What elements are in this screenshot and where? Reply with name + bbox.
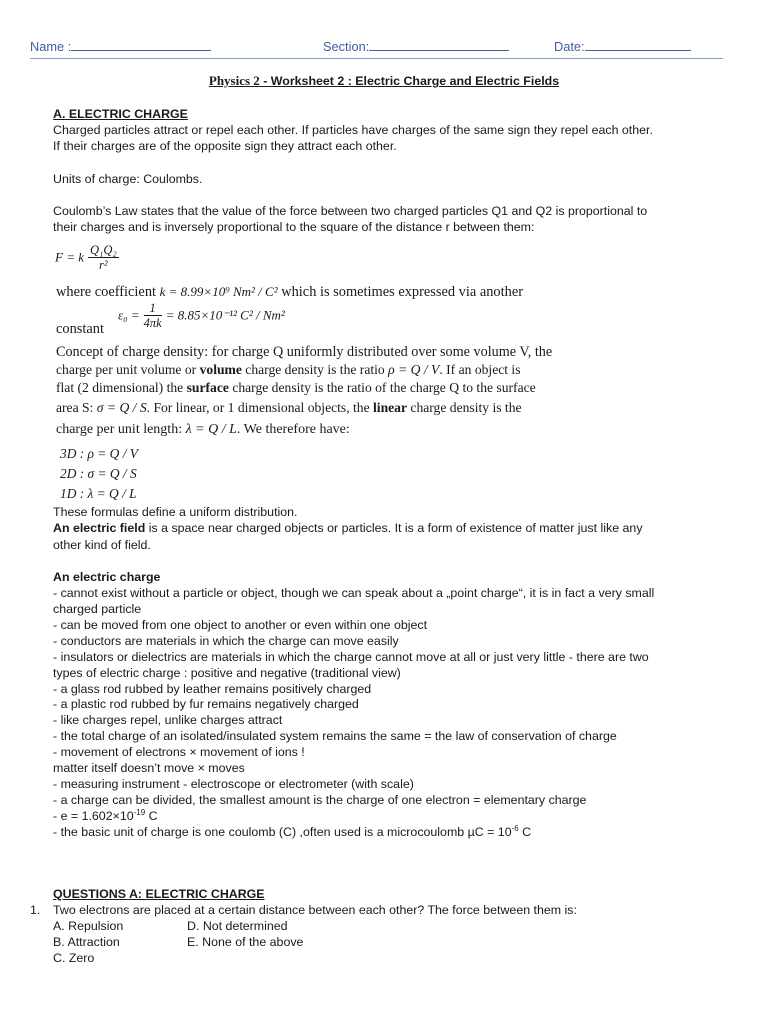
density-2e: . If an object is	[439, 362, 521, 377]
formula-3d: 3D : ρ = Q / V	[60, 446, 138, 461]
density-lambda: λ = Q / L	[185, 422, 237, 437]
header-bar	[30, 36, 723, 59]
charge-heading: An electric charge	[53, 570, 161, 584]
field-line-2: other kind of field.	[53, 538, 151, 552]
density-2b: volume	[199, 362, 242, 377]
epsilon-formula	[56, 301, 285, 338]
density-4c: . For linear, or 1 dimensional objects, the	[146, 400, 370, 415]
field-bold: An electric field	[53, 521, 146, 535]
uniform-line: These formulas define a uniform distribution.	[53, 505, 298, 519]
date-blank[interactable]	[585, 38, 691, 51]
list-item: matter itself doesn’t move × moves	[53, 761, 245, 775]
option-a[interactable]: A. Repulsion	[53, 919, 124, 933]
list-item: - a charge can be divided, the smallest amount is the charge of one electron = elementary charge	[53, 793, 587, 807]
q1-number: 1.	[30, 903, 41, 917]
density-sigma: σ = Q / S	[96, 400, 147, 415]
coulomb-denominator: r²	[99, 258, 108, 272]
q1-text: Two electrons are placed at a certain distance between each other? The force between them is:	[53, 903, 577, 917]
list-item: types of electric charge : positive and negative (traditional view)	[53, 666, 401, 680]
density-4e: charge density is the	[410, 400, 522, 415]
eps-numerator: 1	[144, 301, 162, 316]
coulomb-formula	[55, 243, 119, 272]
coulomb-numerator: Q₁Q₂	[89, 243, 117, 257]
elementary-charge-line	[53, 808, 158, 823]
density-3a: flat (2 dimensional) the	[56, 380, 184, 395]
date-label: Date:	[554, 39, 585, 54]
coefficient-line	[56, 284, 523, 301]
coulomb-fraction	[88, 243, 119, 272]
coulomb-line-1: Coulomb’s Law states that the value of the force between two charged particles Q1 and Q2 is proportional to	[53, 204, 648, 218]
coeff-post: which is sometimes expressed via another	[281, 284, 523, 300]
density-3b: surface	[186, 380, 229, 395]
list-item: - a plastic rod rubbed by fur remains negatively charged	[53, 697, 359, 711]
section-field[interactable]	[323, 38, 509, 54]
list-item: - measuring instrument - electroscope or electrometer (with scale)	[53, 777, 414, 791]
density-line-1: Concept of charge density: for charge Q uniformly distributed over some volume V, the	[56, 344, 553, 360]
option-c[interactable]: C. Zero	[53, 951, 95, 965]
eps-denominator: 4πk	[143, 316, 162, 330]
coulomb-unit-line	[53, 824, 531, 839]
list-item: - movement of electrons × movement of ions !	[53, 745, 305, 759]
eps-fraction	[144, 301, 162, 330]
density-2c: charge density is the ratio	[245, 362, 385, 377]
constant-label: constant	[56, 321, 104, 338]
list-item: - can be moved from one object to another or even within one object	[53, 618, 428, 632]
section-blank[interactable]	[369, 38, 509, 51]
coulomb-line-2: their charges and is inversely proportional to the square of the distance r between them:	[53, 220, 535, 234]
e-value-post: C	[145, 809, 158, 824]
density-5a: charge per unit length:	[56, 422, 183, 437]
density-3c: charge density is the ratio of the charge Q to the surface	[232, 380, 536, 395]
density-5c: . We therefore have:	[236, 422, 350, 437]
list-item: - like charges repel, unlike charges attract	[53, 713, 283, 727]
e-value-exp: -19	[133, 808, 146, 817]
density-line-2	[56, 362, 521, 378]
density-line-3	[56, 380, 536, 396]
density-4d: linear	[373, 400, 407, 415]
questions-heading: QUESTIONS A: ELECTRIC CHARGE	[53, 887, 265, 901]
formula-2d: 2D : σ = Q / S	[60, 466, 137, 481]
coulomb-unit-exp: -6	[511, 824, 519, 833]
coulomb-lhs: F = k	[55, 249, 84, 265]
title-course: Physics 2	[208, 73, 260, 88]
density-4a: area S:	[56, 400, 94, 415]
list-item: - insulators or dielectrics are materials in which the charge cannot move at all or just very little - there are two	[53, 650, 649, 664]
option-b[interactable]: B. Attraction	[53, 935, 120, 949]
list-item: - a glass rod rubbed by leather remains positively charged	[53, 682, 372, 696]
coeff-value: k = 8.99×10⁹ Nm² / C²	[159, 284, 278, 299]
density-line-4	[56, 400, 522, 416]
coeff-pre: where coefficient	[56, 284, 157, 300]
option-d[interactable]: D. Not determined	[187, 919, 288, 933]
eps-lhs: ε₀ =	[117, 307, 140, 323]
formula-1d: 1D : λ = Q / L	[60, 486, 137, 501]
density-2a: charge per unit volume or	[56, 362, 197, 377]
title-topic: - Worksheet 2 : Electric Charge and Electric Fields	[259, 74, 560, 88]
field-rest: is a space near charged objects or particles. It is a form of existence of matter just like any	[145, 521, 643, 535]
units-line: Units of charge: Coulombs.	[53, 172, 203, 186]
density-rho: ρ = Q / V	[388, 362, 440, 377]
e-value-pre: - e = 1.602×10	[53, 809, 134, 824]
list-item: charged particle	[53, 602, 142, 616]
option-e[interactable]: E. None of the above	[187, 935, 304, 949]
coulomb-unit-pre: - the basic unit of charge is one coulomb (C) ,often used is a microcoulomb µC = 10	[53, 825, 512, 840]
list-item: - the total charge of an isolated/insulated system remains the same = the law of conservation of charge	[53, 729, 617, 743]
name-blank[interactable]	[71, 38, 211, 51]
page-title	[0, 73, 768, 89]
coulomb-unit-post: C	[518, 825, 532, 840]
intro-line-1: Charged particles attract or repel each other. If particles have charges of the same sign they repel each other.	[53, 123, 653, 137]
list-item: - cannot exist without a particle or object, though we can speak about a „point charge“, it is in fact a very small	[53, 586, 655, 600]
density-line-5	[56, 422, 350, 438]
name-field[interactable]	[30, 38, 211, 54]
name-label: Name :	[30, 39, 72, 54]
section-label: Section:	[323, 39, 370, 54]
list-item: - conductors are materials in which the charge can move easily	[53, 634, 399, 648]
intro-line-2: If their charges are of the opposite sign they attract each other.	[53, 139, 397, 153]
date-field[interactable]	[554, 38, 691, 54]
eps-rhs: = 8.85×10⁻¹² C² / Nm²	[165, 307, 285, 323]
field-line-1	[53, 521, 643, 535]
section-a-heading: A. ELECTRIC CHARGE	[53, 107, 188, 121]
